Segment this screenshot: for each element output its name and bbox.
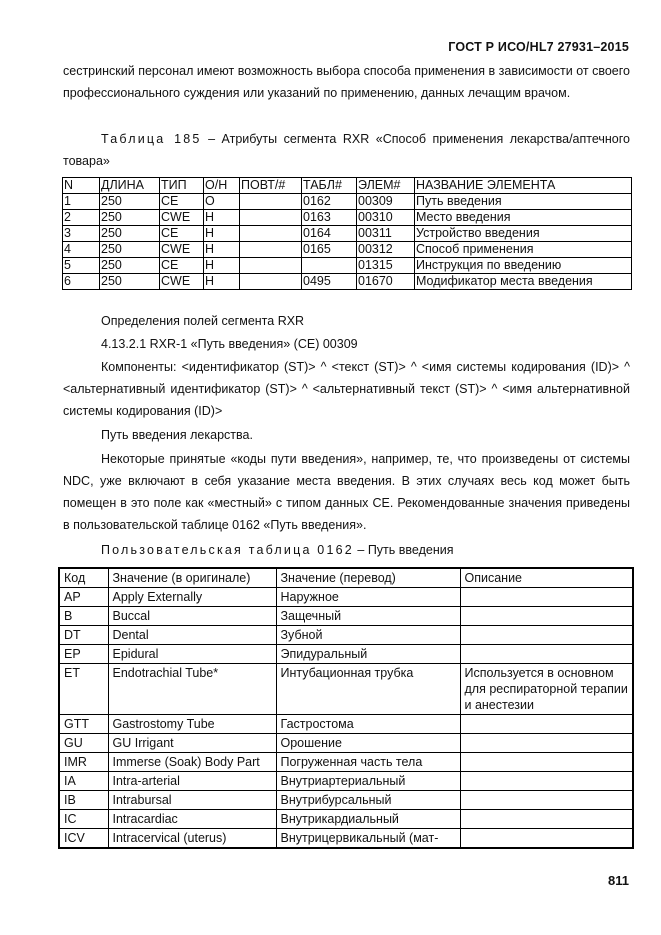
table-0162-cell [460, 772, 633, 791]
table-185-cell: Путь введения [415, 194, 632, 210]
table-185-cell: 250 [100, 274, 160, 290]
table-0162-cell [460, 588, 633, 607]
table-0162-cell: Endotrachial Tube* [108, 664, 276, 715]
table-185-caption [63, 128, 630, 172]
table-0162-cell: ICV [59, 829, 108, 849]
table-0162-cell: IA [59, 772, 108, 791]
table-185-cell [240, 194, 302, 210]
table-185-cell: 00311 [357, 226, 415, 242]
table-185-cell: 1 [63, 194, 100, 210]
table-0162-cell: Используется в основном для респираторной терапии и анестезии [460, 664, 633, 715]
table-185-cell: 6 [63, 274, 100, 290]
table-185-cell: 0162 [302, 194, 357, 210]
table-0162-cell: Apply Externally [108, 588, 276, 607]
table-0162-cell: Buccal [108, 607, 276, 626]
table-185-cell: 3 [63, 226, 100, 242]
table-185-cell: Н [204, 210, 240, 226]
table-0162-cell: ET [59, 664, 108, 715]
table-0162-cell: Intracardiac [108, 810, 276, 829]
table-0162-row [59, 626, 633, 645]
table-185-cell: 250 [100, 258, 160, 274]
table-185-cell: 5 [63, 258, 100, 274]
table-185-cell: Место введения [415, 210, 632, 226]
table-185-cell: Н [204, 274, 240, 290]
table-0162-row [59, 664, 633, 715]
table-0162-cell: Внутриартериальный [276, 772, 460, 791]
table-0162-cell: Внутрикардиальный [276, 810, 460, 829]
table-0162-cell: Внутрибурсальный [276, 791, 460, 810]
table-185 [62, 177, 632, 290]
table-185-cell: О/Н [204, 178, 240, 194]
table-185-cell: 0163 [302, 210, 357, 226]
table-185-cell: ТАБЛ# [302, 178, 357, 194]
table-0162-cell: Epidural [108, 645, 276, 664]
table-0162-cell: Эпидуральный [276, 645, 460, 664]
table-185-cell: 0165 [302, 242, 357, 258]
table-0162-caption-text: – Путь введения [357, 543, 454, 557]
table-0162-row [59, 810, 633, 829]
table-0162-cell: GTT [59, 715, 108, 734]
table-0162-caption [101, 543, 453, 557]
table-185-cell: N [63, 178, 100, 194]
table-0162-cell: Описание [460, 568, 633, 588]
route-text: Путь введения лекарства. [101, 428, 253, 442]
table-185-cell: CWE [160, 242, 204, 258]
table-0162-caption-label: Пользовательская таблица 0162 [101, 543, 354, 557]
table-0162-row [59, 607, 633, 626]
table-185-row [63, 242, 632, 258]
table-185-cell: 250 [100, 242, 160, 258]
table-0162-row [59, 791, 633, 810]
table-185-cell: CWE [160, 210, 204, 226]
table-185-cell: 250 [100, 226, 160, 242]
table-0162-cell [460, 645, 633, 664]
table-185-cell [240, 210, 302, 226]
field-definitions-title: Определения полей сегмента RXR [101, 314, 305, 328]
table-185-cell: 01670 [357, 274, 415, 290]
table-0162-cell [460, 753, 633, 772]
table-0162-cell: DT [59, 626, 108, 645]
table-185-cell [240, 258, 302, 274]
table-185-cell: O [204, 194, 240, 210]
table-185-cell: Н [204, 226, 240, 242]
table-0162-header-row [59, 568, 633, 588]
table-185-cell: CE [160, 226, 204, 242]
table-0162-cell: Dental [108, 626, 276, 645]
table-185-cell: Способ применения [415, 242, 632, 258]
table-185-cell: Устройство введения [415, 226, 632, 242]
table-0162-cell: Защечный [276, 607, 460, 626]
table-0162-row [59, 734, 633, 753]
table-185-cell: Модификатор места введения [415, 274, 632, 290]
table-185-cell: ЭЛЕМ# [357, 178, 415, 194]
table-185-cell: 250 [100, 210, 160, 226]
table-185-row [63, 258, 632, 274]
table-185-cell: 01315 [357, 258, 415, 274]
table-0162-cell [460, 734, 633, 753]
section-heading: 4.13.2.1 RXR-1 «Путь введения» (CE) 00309 [101, 337, 358, 351]
table-0162-cell: Орошение [276, 734, 460, 753]
table-0162-cell: Gastrostomy Tube [108, 715, 276, 734]
table-0162-cell: Intra-arterial [108, 772, 276, 791]
table-0162-cell: IB [59, 791, 108, 810]
table-185-header-row [63, 178, 632, 194]
table-0162-cell: Внутрицервикальный (мат- [276, 829, 460, 849]
table-185-caption-text: – Атрибуты сегмента RXR «Способ применения лекарства/аптечного товара» [63, 132, 630, 168]
table-0162-row [59, 588, 633, 607]
table-0162-cell: Зубной [276, 626, 460, 645]
table-0162-cell [460, 626, 633, 645]
table-0162-row [59, 645, 633, 664]
running-header: ГОСТ Р ИСО/HL7 27931–2015 [448, 40, 629, 54]
table-0162 [58, 567, 634, 849]
table-0162-cell [460, 715, 633, 734]
table-0162-cell: Immerse (Soak) Body Part [108, 753, 276, 772]
table-0162-cell: Код [59, 568, 108, 588]
table-0162-cell: Наружное [276, 588, 460, 607]
table-0162-cell: GU [59, 734, 108, 753]
table-0162-cell: Intracervical (uterus) [108, 829, 276, 849]
table-0162-cell [460, 607, 633, 626]
table-0162-cell: Интубационная трубка [276, 664, 460, 715]
table-185-cell: Н [204, 242, 240, 258]
table-185-cell: 00309 [357, 194, 415, 210]
table-185-row [63, 226, 632, 242]
table-185-cell: Инструкция по введению [415, 258, 632, 274]
table-0162-cell: B [59, 607, 108, 626]
table-185-cell: CE [160, 258, 204, 274]
table-185-cell: CWE [160, 274, 204, 290]
table-185-cell: 0495 [302, 274, 357, 290]
table-185-cell [240, 242, 302, 258]
table-185-cell: 0164 [302, 226, 357, 242]
table-185-cell [240, 274, 302, 290]
table-0162-cell: Значение (в оригинале) [108, 568, 276, 588]
table-185-cell: 4 [63, 242, 100, 258]
table-185-row [63, 194, 632, 210]
table-185-row [63, 274, 632, 290]
table-185-cell: 250 [100, 194, 160, 210]
intro-paragraph: сестринский персонал имеют возможность выбора способа применения в зависимости от своего профессионального суждения или указаний по применению, данных лечащим врачом. [63, 64, 630, 100]
components-paragraph: Компоненты: <идентификатор (ST)> ^ <текст (ST)> ^ <имя системы кодирования (ID)> ^ <альтернативный идентификатор (ST)> ^ <альтернативный текст (ST)> ^ <имя альтернативной системы кодирования (ID)> [63, 360, 630, 418]
table-0162-cell [460, 829, 633, 849]
table-0162-cell: EP [59, 645, 108, 664]
table-0162-cell: GU Irrigant [108, 734, 276, 753]
table-185-cell: ПОВТ/# [240, 178, 302, 194]
table-185-cell: НАЗВАНИЕ ЭЛЕМЕНТА [415, 178, 632, 194]
page-number: 811 [608, 873, 629, 888]
table-0162-cell: Погруженная часть тела [276, 753, 460, 772]
table-185-row [63, 210, 632, 226]
table-0162-row [59, 753, 633, 772]
body-paragraph: Некоторые принятые «коды пути введения», например, те, что произведены от системы NDC, уже включают в себя указание места введения. В этих случаях весь код может быть помещен в это поле как «местный» с типом данных CE. Рекомендованные значения приведены в пользовательской таблице 0162 «Путь введения». [63, 452, 630, 532]
table-0162-cell [460, 791, 633, 810]
table-185-cell: CE [160, 194, 204, 210]
table-0162-cell: Значение (перевод) [276, 568, 460, 588]
table-0162-cell [460, 810, 633, 829]
table-0162-row [59, 772, 633, 791]
table-0162-cell: Гастростома [276, 715, 460, 734]
table-185-cell [302, 258, 357, 274]
table-0162-cell: AP [59, 588, 108, 607]
table-185-cell: 2 [63, 210, 100, 226]
table-0162-cell: IC [59, 810, 108, 829]
table-0162-cell: Intrabursal [108, 791, 276, 810]
table-185-cell: 00312 [357, 242, 415, 258]
table-185-cell: 00310 [357, 210, 415, 226]
table-0162-row [59, 829, 633, 849]
table-185-cell: ТИП [160, 178, 204, 194]
table-185-cell: ДЛИНА [100, 178, 160, 194]
table-0162-cell: IMR [59, 753, 108, 772]
table-185-caption-label: Таблица 185 [101, 132, 202, 146]
table-0162-row [59, 715, 633, 734]
table-185-cell [240, 226, 302, 242]
table-185-cell: Н [204, 258, 240, 274]
